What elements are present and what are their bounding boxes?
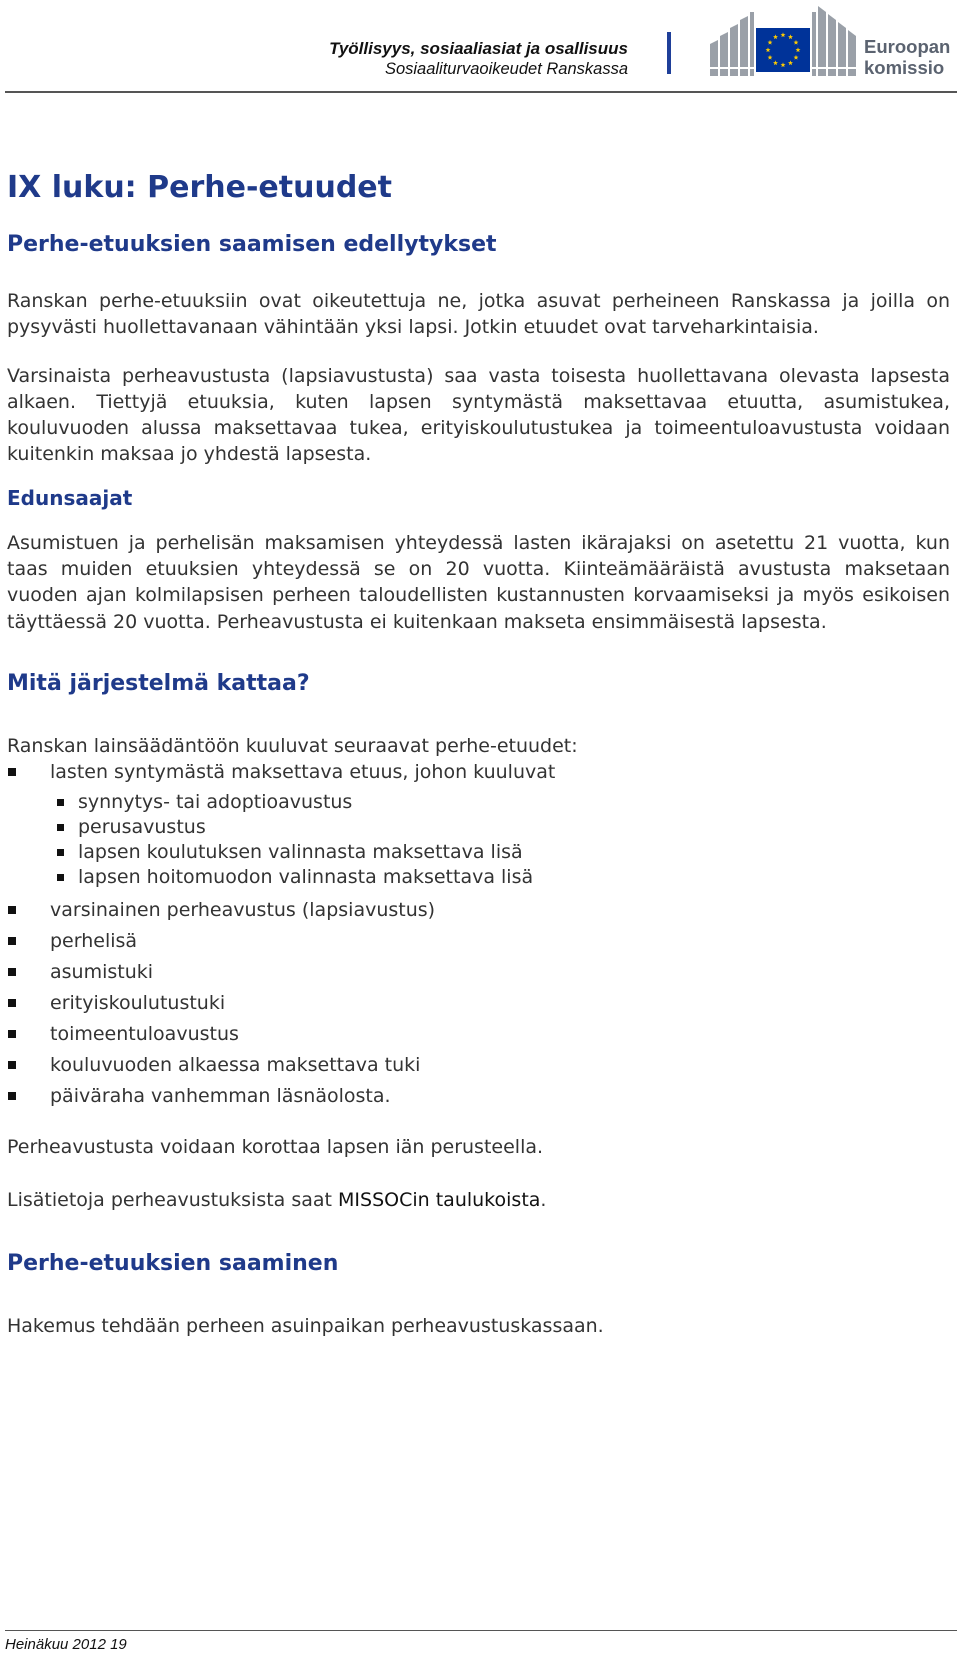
list-item-text: perhelisä: [50, 930, 138, 953]
european-commission-logo-icon: [710, 4, 860, 76]
paragraph-eligibility: Ranskan perhe-etuuksiin ovat oikeutettuja ne, jotka asuvat perheineen Ranskassa ja joilla on pysyvästi huollettavanaan vähintään yksi lapsi. Jotkin etuudet ovat tarveharkintaisia.: [7, 290, 950, 339]
footer-date-page: Heinäkuu 2012 19: [5, 1636, 127, 1653]
list-item: [7, 759, 950, 890]
list-item: [7, 990, 950, 1016]
square-bullet-icon: [8, 999, 16, 1007]
list-item-text: varsinainen perheavustus (lapsiavustus): [50, 899, 436, 922]
list-item: [7, 928, 950, 954]
header-department: Työllisyys, sosiaaliasiat ja osallisuus: [329, 39, 628, 58]
square-bullet-icon: [8, 1030, 16, 1038]
birth-benefits-sublist: [50, 790, 950, 890]
list-item-text: asumistuki: [50, 961, 154, 984]
list-item-text: kouluvuoden alkaessa maksettava tuki: [50, 1054, 421, 1077]
header-text: [329, 38, 628, 80]
square-bullet-icon: [8, 1061, 16, 1069]
list-item-text: erityiskoulutustuki: [50, 992, 226, 1015]
square-bullet-icon: [8, 1092, 16, 1100]
section-heading-conditions: Perhe-etuuksien saamisen edellytykset: [7, 232, 497, 257]
logo-line1: Euroopan: [864, 36, 951, 57]
list-item-text: toimeentuloavustus: [50, 1023, 239, 1046]
header-subtitle: Sosiaaliturvaoikeudet Ranskassa: [384, 60, 628, 78]
section-heading-coverage: Mitä järjestelmä kattaa?: [7, 670, 310, 696]
section-heading-application: Perhe-etuuksien saaminen: [7, 1250, 339, 1276]
logo-line2: komissio: [864, 57, 945, 78]
list-item: [7, 897, 950, 923]
sublist-item-text: lapsen koulutuksen valinnasta maksettava lisä: [78, 841, 523, 864]
square-bullet-icon: [8, 768, 16, 776]
paragraph-more-info: [7, 1187, 950, 1213]
header-rule: [5, 91, 957, 93]
paragraph-benefits-intro: Ranskan lainsäädäntöön kuuluvat seuraavat perhe-etuudet:: [7, 734, 578, 757]
subheading-beneficiaries: Edunsaajat: [7, 485, 133, 510]
square-bullet-icon: [8, 968, 16, 976]
sublist-item: [50, 865, 950, 890]
sublist-item-text: synnytys- tai adoptioavustus: [78, 791, 353, 814]
square-bullet-icon: [57, 849, 64, 856]
more-info-prefix: Lisätietoja perheavustuksista saat: [7, 1188, 339, 1211]
main-content: [7, 168, 950, 1339]
logo-wordmark: [864, 36, 950, 78]
chapter-title: IX luku: Perhe-etuudet: [7, 170, 392, 205]
paragraph-age-limits: Asumistuen ja perhelisän maksamisen yhteydessä lasten ikärajaksi on asetettu 21 vuotta, kun taas muiden etuuksien yhteydessä se on 20 vuotta. Kiinteämääräistä avustusta maksetaan vuoden ajan kolmilapsisen perheen taloudellisten kustannusten korvaamiseksi ja myös esikoisen täyttäessä 20 vuotta. Perheavustusta ei kuitenkaan makseta ensimmäisestä lapsesta.: [7, 531, 950, 633]
list-item: [7, 1052, 950, 1078]
paragraph-application: Hakemus tehdään perheen asuinpaikan perheavustuskassaan.: [7, 1314, 604, 1337]
page-header: [0, 0, 960, 95]
paragraph-family-allowance: Varsinaista perheavustusta (lapsiavustusta) saa vasta toisesta huollettavana olevasta lapsesta alkaen. Tiettyjä etuuksia, kuten lapsen syntymästä maksettavaa etuutta, asumistukea, kouluvuoden alussa maksettavaa tukea, erityiskoulutustukea ja toimeentuloavustusta voidaan kuitenkin maksaa jo yhdestä lapsesta.: [7, 364, 950, 466]
square-bullet-icon: [57, 824, 64, 831]
sublist-item: [50, 815, 950, 840]
square-bullet-icon: [57, 799, 64, 806]
paragraph-increase: Perheavustusta voidaan korottaa lapsen iän perusteella.: [7, 1136, 544, 1159]
list-item: [7, 959, 950, 985]
square-bullet-icon: [8, 937, 16, 945]
sublist-item: [50, 790, 950, 815]
header-divider: [667, 32, 671, 74]
missoc-tables-link[interactable]: MISSOCin taulukoista: [338, 1188, 541, 1211]
sublist-item-text: perusavustus: [78, 816, 206, 839]
page-footer: [5, 1630, 957, 1653]
sublist-item-text: lapsen hoitomuodon valinnasta maksettava lisä: [78, 866, 534, 889]
list-item-text: päiväraha vanhemman läsnäolosta.: [50, 1085, 391, 1108]
benefits-list: [7, 759, 950, 1109]
sublist-item: [50, 840, 950, 865]
square-bullet-icon: [57, 874, 64, 881]
square-bullet-icon: [8, 906, 16, 914]
list-item: [7, 1021, 950, 1047]
list-item-text: lasten syntymästä maksettava etuus, johon kuuluvat: [50, 761, 556, 784]
list-item: [7, 1083, 950, 1109]
more-info-suffix: .: [540, 1188, 547, 1211]
